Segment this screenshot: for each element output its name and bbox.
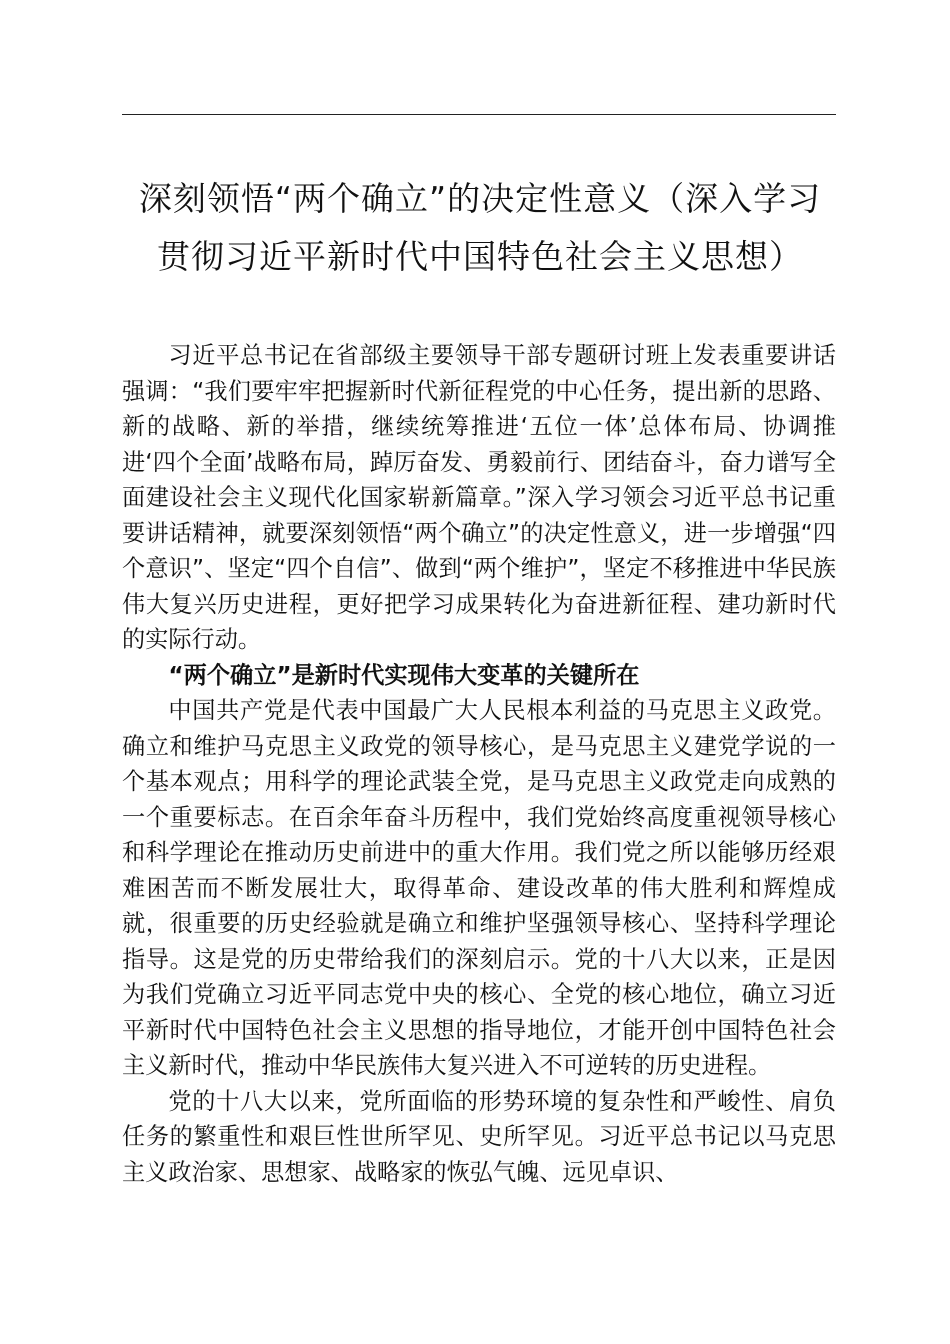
paragraph: 党的十八大以来，党所面临的形势环境的复杂性和严峻性、肩负任务的繁重性和艰巨性世所罕见、史所罕见。习近平总书记以马克思主义政治家、思想家、战略家的恢弘气魄、远见卓识、 xyxy=(122,1087,836,1186)
title-line-2: 贯彻习近平新时代中国特色社会主义思想） xyxy=(157,237,803,276)
document-title xyxy=(110,170,850,286)
header-rule xyxy=(122,114,836,115)
title-line-1: 深刻领悟“两个确立”的决定性意义（深入学习 xyxy=(138,179,822,218)
section-heading: “两个确立”是新时代实现伟大变革的关键所在 xyxy=(168,661,640,689)
paragraph: 中国共产党是代表中国最广大人民根本利益的马克思主义政党。确立和维护马克思主义政党的领导核心，是马克思主义建党学说的一个基本观点；用科学的理论武装全党，是马克思主义政党走向成熟的一个重要标志。在百余年奋斗历程中，我们党始终高度重视领导核心和科学理论在推动历史前进中的重大作用。我们党之所以能够历经艰难困苦而不断发展壮大，取得革命、建设改革的伟大胜利和辉煌成就，很重要的历史经验就是确立和维护坚强领导核心、坚持科学理论指导。这是党的历史带给我们的深刻启示。党的十八大以来，正是因为我们党确立习近平同志党中央的核心、全党的核心地位，确立习近平新时代中国特色社会主义思想的指导地位，才能开创中国特色社会主义新时代，推动中华民族伟大复兴进入不可逆转的历史进程。 xyxy=(122,697,836,1079)
paragraph-intro: 习近平总书记在省部级主要领导干部专题研讨班上发表重要讲话强调：“我们要牢牢把握新时代新征程党的中心任务，提出新的思路、新的战略、新的举措，继续统筹推进‘五位一体’总体布局、协调推进‘四个全面’战略布局，踔厉奋发、勇毅前行、团结奋斗，奋力谱写全面建设社会主义现代化国家崭新篇章。”深入学习领会习近平总书记重要讲话精神，就要深刻领悟“两个确立”的决定性意义，进一步增强“四个意识”、坚定“四个自信”、做到“两个维护”，坚定不移推进中华民族伟大复兴历史进程，更好把学习成果转化为奋进新征程、建功新时代的实际行动。 xyxy=(122,342,836,653)
document-body xyxy=(122,338,836,1190)
